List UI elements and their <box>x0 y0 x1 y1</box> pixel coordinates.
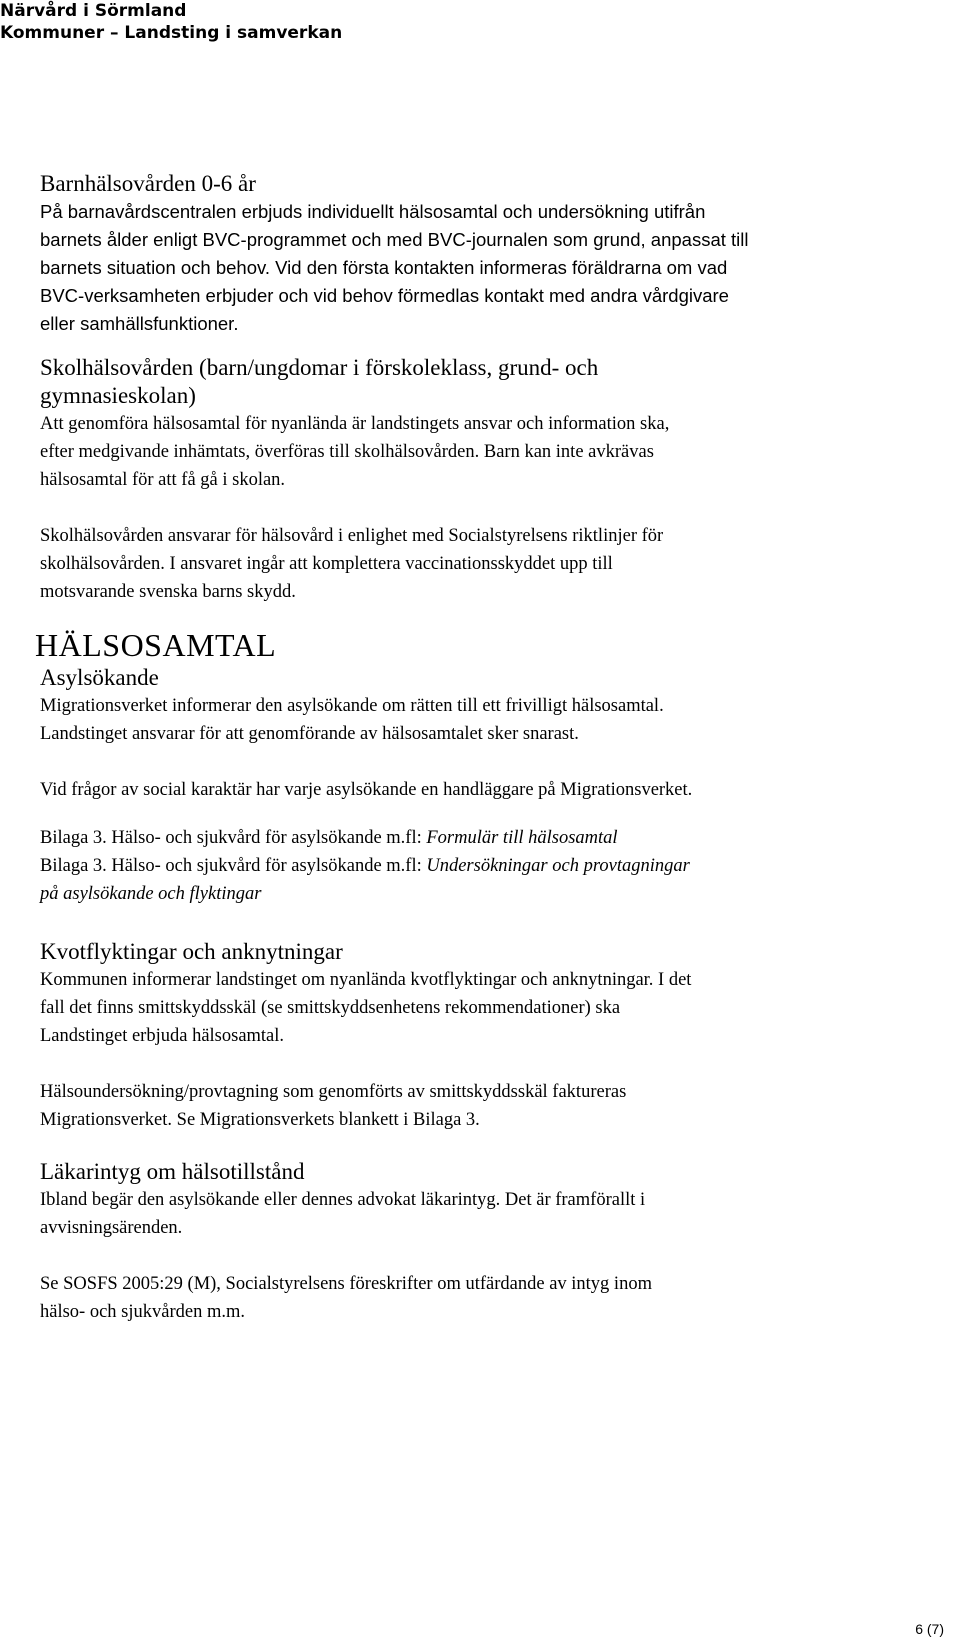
subsection-title: Asylsökande <box>40 665 159 690</box>
section-body <box>40 198 945 338</box>
document-body <box>35 170 945 1326</box>
text-line: hälso- och sjukvården m.m. <box>40 1302 245 1322</box>
text-line: Ibland begär den asylsökande eller dennes advokat läkarintyg. Det är framförallt i <box>40 1190 646 1210</box>
section-title: Skolhälsovården (barn/ungdomar i förskoleklass, grund- och <box>40 355 599 380</box>
text-line: Landstinget ansvarar för att genomförande av hälsosamtalet sker snarast. <box>40 724 579 744</box>
text-line: Migrationsverket. Se Migrationsverkets blankett i Bilaga 3. <box>40 1110 480 1130</box>
attachment-prefix: Bilaga 3. Hälso- och sjukvård för asylsökande m.fl: <box>40 828 427 848</box>
attachment-reference <box>40 852 945 880</box>
main-heading: HÄLSOSAMTAL <box>35 627 277 663</box>
attachment-title-cont <box>40 880 945 908</box>
text-line: På barnavårdscentralen erbjuds individuellt hälsosamtal och undersökning utifrån <box>40 201 706 222</box>
text-line: BVC-verksamheten erbjuder och vid behov förmedlas kontakt med andra vårdgivare <box>40 285 729 306</box>
text-line: skolhälsovården. I ansvaret ingår att komplettera vaccinationsskyddet upp till <box>40 554 613 574</box>
attachment-title: Formulär till hälsosamtal <box>426 828 618 848</box>
section-skolhalsovarden <box>40 354 945 606</box>
section-halsosamtal <box>35 626 945 908</box>
section-title-cont: gymnasieskolan) <box>40 383 196 408</box>
section-lakarintyg <box>40 1158 945 1326</box>
text-line: eller samhällsfunktioner. <box>40 313 239 334</box>
text-line: Hälsoundersökning/provtagning som genomförts av smittskyddsskäl faktureras <box>40 1082 627 1102</box>
page-header <box>0 0 342 44</box>
text-line: Skolhälsovården ansvarar för hälsovård i enlighet med Socialstyrelsens riktlinjer för <box>40 526 664 546</box>
attachment-title: på asylsökande och flyktingar <box>40 884 262 904</box>
text-line: Se SOSFS 2005:29 (M), Socialstyrelsens föreskrifter om utfärdande av intyg inom <box>40 1274 652 1294</box>
attachment-title: Undersökningar och provtagningar <box>426 856 690 876</box>
header-tagline: Kommuner – Landsting i samverkan <box>0 23 343 43</box>
subsection-title: Kvotflyktingar och anknytningar <box>40 939 343 964</box>
text-line: Migrationsverket informerar den asylsökande om rätten till ett frivilligt hälsosamtal. <box>40 696 664 716</box>
section-kvotflyktingar <box>40 938 945 1134</box>
header-org: Närvård i Sörmland <box>0 1 187 21</box>
text-line: barnets ålder enligt BVC-programmet och med BVC-journalen som grund, anpassat till <box>40 229 749 250</box>
text-line: barnets situation och behov. Vid den första kontakten informeras föräldrarna om vad <box>40 257 728 278</box>
text-line: avvisningsärenden. <box>40 1218 183 1238</box>
page-number: 6 (7) <box>915 1621 944 1637</box>
text-line: Vid frågor av social karaktär har varje asylsökande en handläggare på Migrationsverket. <box>40 780 693 800</box>
text-line: Landstinget erbjuda hälsosamtal. <box>40 1026 285 1046</box>
text-line: Att genomföra hälsosamtal för nyanlända är landstingets ansvar och information ska, <box>40 414 670 434</box>
attachment-reference <box>40 824 945 852</box>
text-line: efter medgivande inhämtats, överföras till skolhälsovården. Barn kan inte avkrävas <box>40 442 654 462</box>
text-line: motsvarande svenska barns skydd. <box>40 582 296 602</box>
section-title: Barnhälsovården 0-6 år <box>40 171 256 196</box>
section-barnhalsovarden <box>40 170 945 338</box>
subsection-title: Läkarintyg om hälsotillstånd <box>40 1159 305 1184</box>
text-line: hälsosamtal för att få gå i skolan. <box>40 470 286 490</box>
attachment-prefix: Bilaga 3. Hälso- och sjukvård för asylsökande m.fl: <box>40 856 427 876</box>
text-line: fall det finns smittskyddsskäl (se smittskyddsenhetens rekommendationer) ska <box>40 998 621 1018</box>
text-line: Kommunen informerar landstinget om nyanlända kvotflyktingar och anknytningar. I det <box>40 970 692 990</box>
